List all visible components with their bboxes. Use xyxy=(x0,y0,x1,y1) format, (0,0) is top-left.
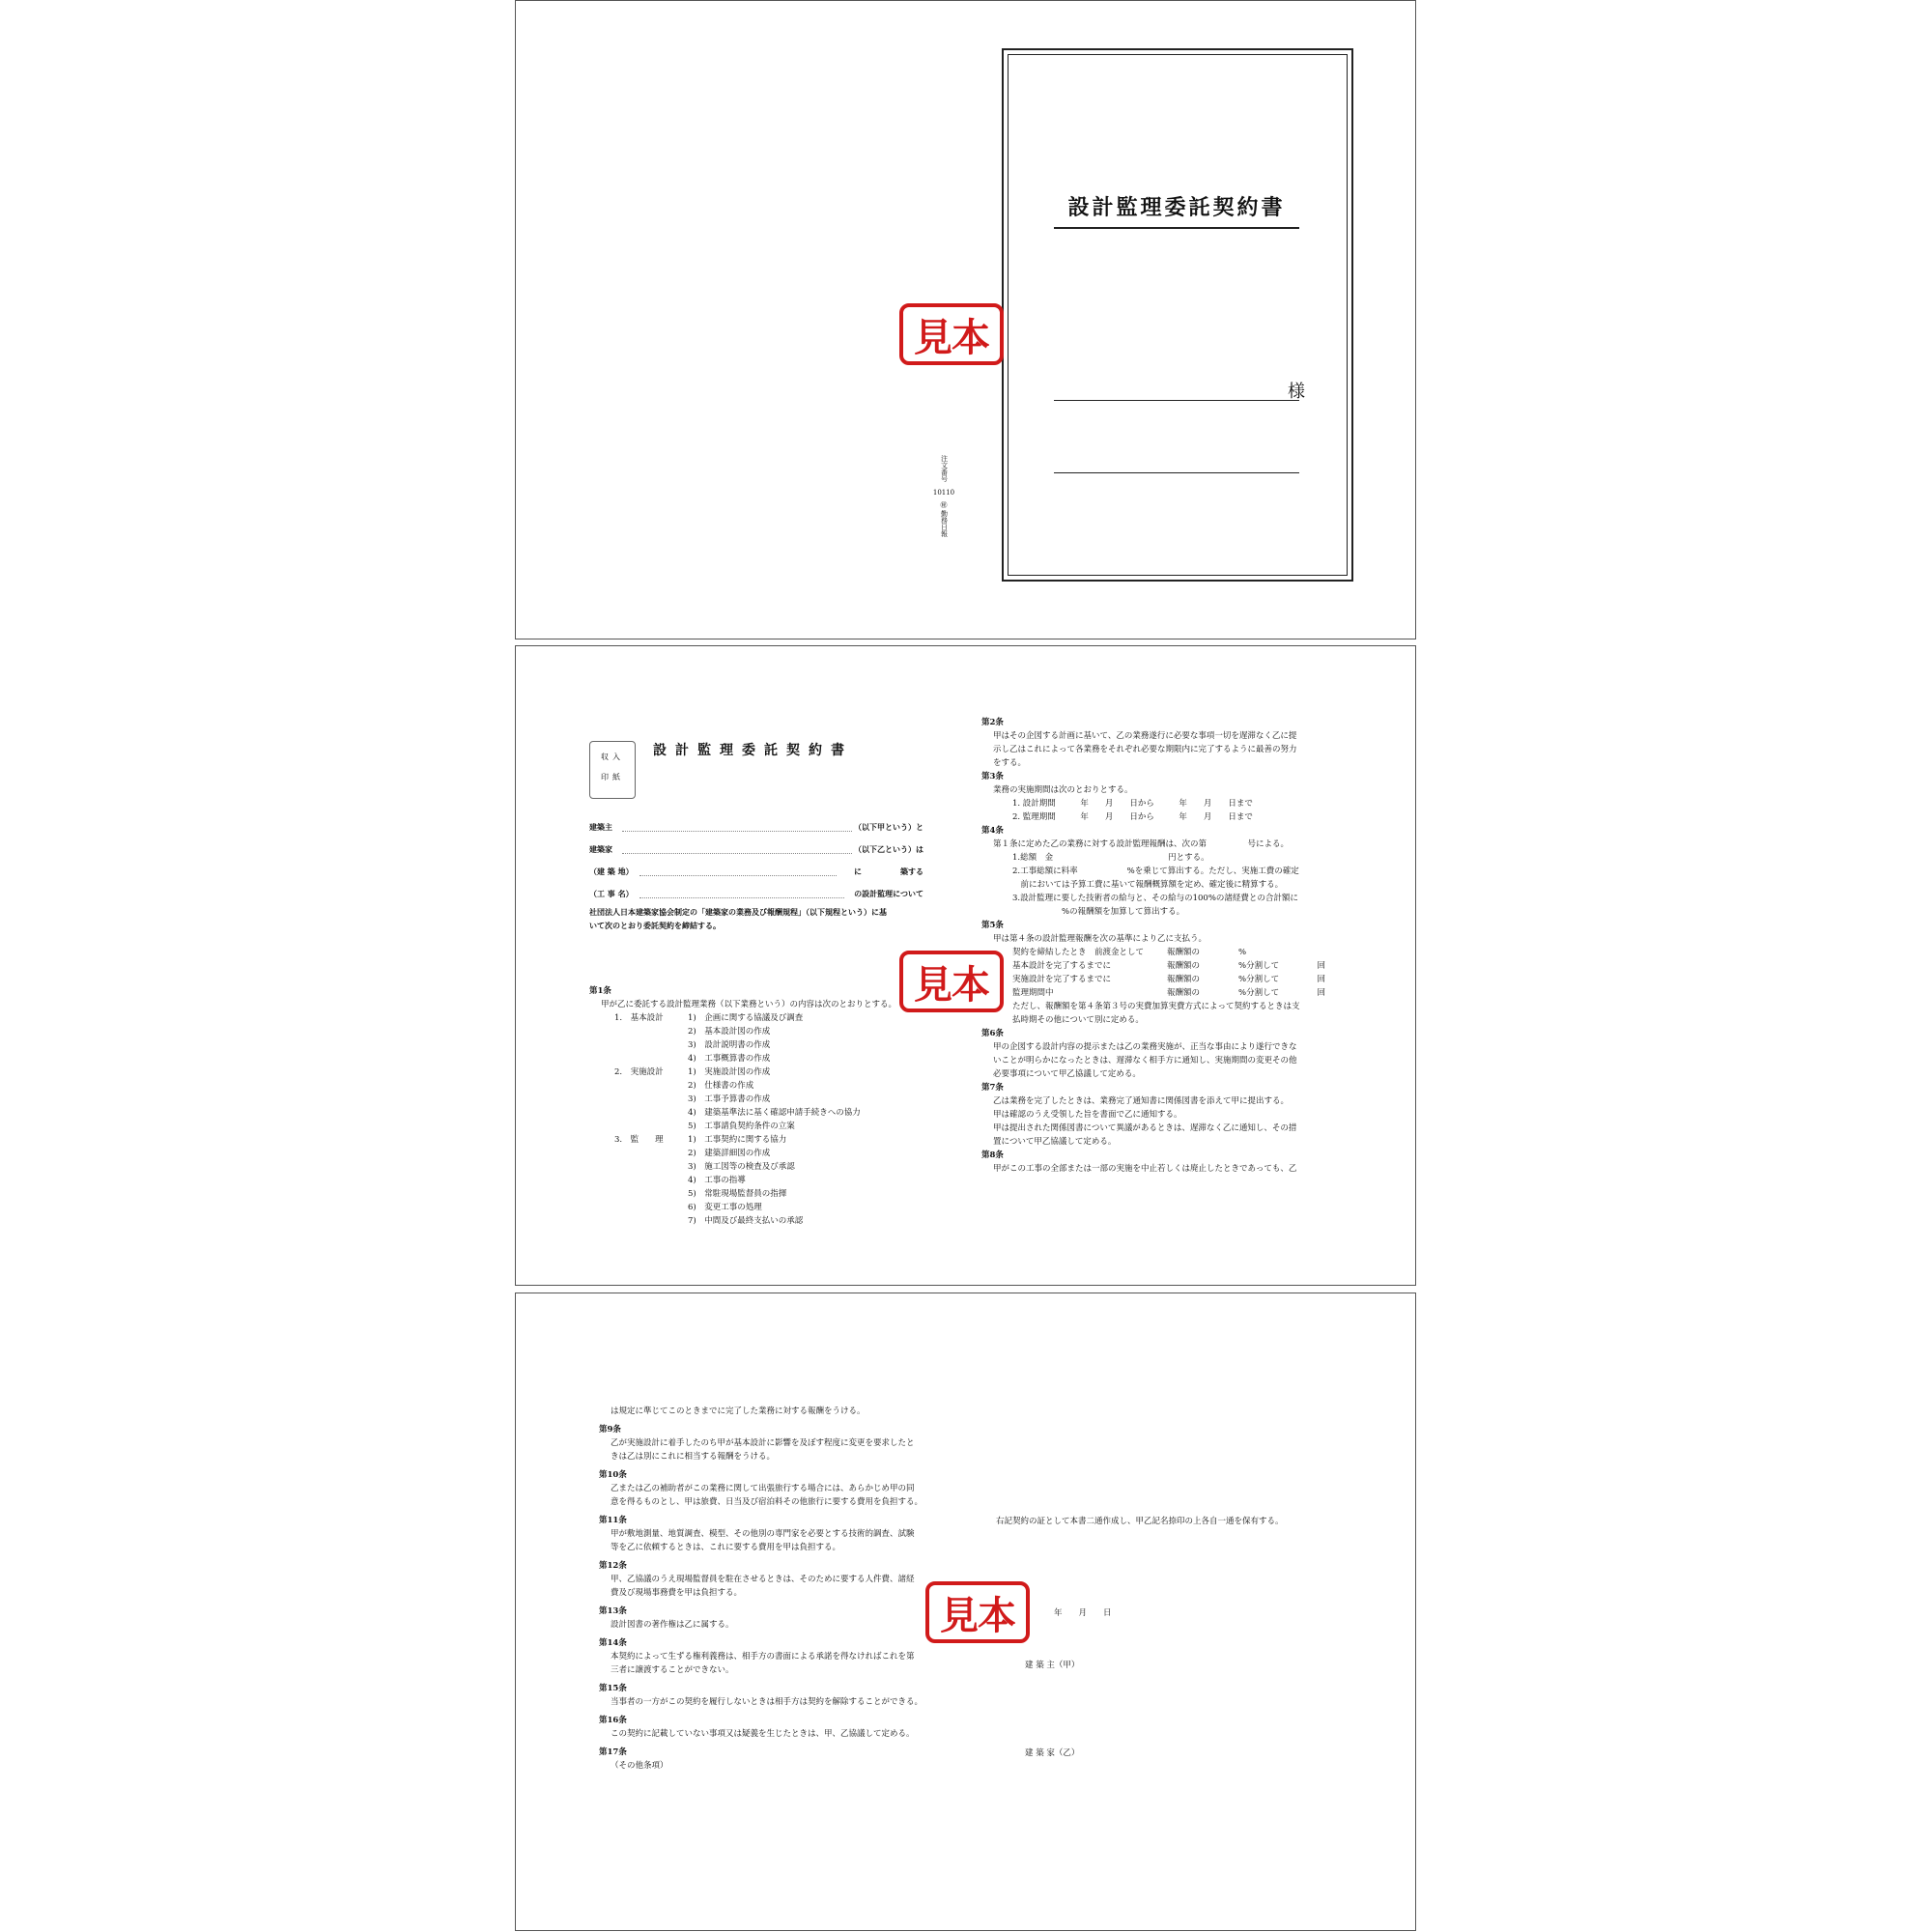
payment-cell: 回 xyxy=(1317,988,1325,998)
task-group xyxy=(589,1079,688,1093)
article-text: 置について甲乙協議して定める。 xyxy=(993,1137,1117,1147)
task-group: 2. 実施設計 xyxy=(614,1067,664,1077)
intro-line: 社団法人日本建築家協会制定の「建築家の業務及び報酬規程」（以下規程という）に基 xyxy=(589,907,887,917)
continuation-text: は規定に準じてこのときまでに完了した業務に対する報酬をうける。 xyxy=(611,1406,866,1416)
left-column xyxy=(599,1405,966,1773)
cover-frame xyxy=(1002,48,1353,582)
payment-cell: 監理期間中 xyxy=(1012,988,1054,998)
task-item: 3) 施工図等の検査及び承認 xyxy=(688,1162,795,1172)
task-group xyxy=(589,1093,688,1106)
payment-cell: 回 xyxy=(1317,975,1325,984)
contract-date: 年 月 日 xyxy=(1054,1608,1112,1618)
article-text: 費及び現場事務費を甲は負担する。 xyxy=(611,1588,743,1598)
task-group xyxy=(589,1160,688,1174)
spine-maker: 勤務日報 xyxy=(940,510,949,537)
article-heading: 第6条 xyxy=(981,1029,1004,1038)
article-text: ただし、報酬額を第４条第３号の実費加算実費方式によって契約するときは支 xyxy=(1012,1002,1300,1011)
task-group xyxy=(589,1025,688,1038)
task-group xyxy=(589,1052,688,1065)
party-project xyxy=(589,889,923,902)
article-text: 設計図書の著作権は乙に属する。 xyxy=(611,1620,734,1630)
page-contract xyxy=(515,645,1416,1286)
task-item: 3) 設計説明書の作成 xyxy=(688,1040,771,1050)
task-item: 2) 建築詳細図の作成 xyxy=(688,1149,771,1158)
name-line xyxy=(1054,400,1299,401)
article-text: 当事者の一方がこの契約を履行しないときは相手方は契約を解除することができる。 xyxy=(611,1697,923,1707)
payment-schedule xyxy=(981,946,1329,1000)
task-row xyxy=(589,1187,927,1201)
article-text: 甲は第４条の設計監理報酬を次の基準により乙に支払う。 xyxy=(993,934,1208,944)
task-item: 1) 実施設計図の作成 xyxy=(688,1067,771,1077)
payment-cell: 契約を締結したとき 前渡金として xyxy=(1012,948,1145,957)
payment-cell: 報酬額の xyxy=(1167,975,1201,984)
payment-cell: 基本設計を完了するまでに xyxy=(1012,961,1112,971)
page-cover xyxy=(515,0,1416,639)
party-label: 建築家 xyxy=(589,844,612,854)
article-heading: 第4条 xyxy=(981,826,1004,836)
party-tail: （以下乙という）は xyxy=(854,844,923,854)
article-list xyxy=(599,1423,966,1773)
article-text: 乙または乙の補助者がこの業務に関して出張旅行する場合には、あらかじめ甲の同 xyxy=(611,1484,915,1493)
sample-stamp: 見本 xyxy=(899,951,1004,1012)
article-text: きは乙は別にこれに相当する報酬をうける。 xyxy=(611,1452,776,1462)
party-label: 建築主 xyxy=(589,822,612,832)
task-row xyxy=(589,1025,927,1038)
article-heading: 第8条 xyxy=(981,1151,1004,1160)
article-heading: 第3条 xyxy=(981,772,1004,781)
article-text: （その他条項） xyxy=(611,1761,668,1771)
task-group xyxy=(589,1214,688,1228)
article-text: 甲が敷地測量、地質調査、模型、その他別の専門家を必要とする技術的調査、試験 xyxy=(611,1529,915,1539)
task-group: 3. 監 理 xyxy=(614,1135,664,1145)
payment-cell: 回 xyxy=(1317,961,1325,971)
fee-line: 2.工事総額に料率 %を乗じて算出する。ただし、実施工費の確定 xyxy=(1012,867,1299,876)
payment-row xyxy=(981,986,1329,1000)
article-text: 甲の企図する設計内容の提示または乙の業務実施が、正当な事由により遂行できな xyxy=(993,1042,1297,1052)
task-group xyxy=(589,1201,688,1214)
article-text: をする。 xyxy=(993,758,1027,768)
task-group xyxy=(589,1187,688,1201)
page-signature xyxy=(515,1293,1416,1931)
payment-row xyxy=(981,946,1329,959)
article-text: 意を得るものとし、甲は旅費、日当及び宿泊料その他旅行に要する費用を負担する。 xyxy=(611,1497,923,1507)
fee-line: %の報酬額を加算して算出する。 xyxy=(1012,907,1185,917)
article-heading: 第1条 xyxy=(589,986,611,996)
task-row xyxy=(589,1147,927,1160)
task-item: 6) 変更工事の処理 xyxy=(688,1203,762,1212)
article-text: 乙が実施設計に着手したのち甲が基本設計に影響を及ぼす程度に変更を要求したと xyxy=(611,1438,915,1448)
task-item: 5) 工事請負契約条件の立案 xyxy=(688,1122,795,1131)
payment-cell: %分割して xyxy=(1238,975,1280,984)
party-label: （建 築 地） xyxy=(589,867,634,876)
period-value: 年 月 日から 年 月 日まで xyxy=(1080,799,1253,809)
revenue-stamp-box xyxy=(589,741,636,799)
article-text: 甲、乙協議のうえ現場監督員を駐在させるときは、そのために要する人件費、諸経 xyxy=(611,1575,915,1584)
second-line xyxy=(1054,472,1299,473)
article-text: 甲はその企図する計画に基いて、乙の業務遂行に必要な事項一切を遅滞なく乙に提 xyxy=(993,731,1297,741)
task-row xyxy=(589,1079,927,1093)
task-row xyxy=(589,1201,927,1214)
party-label: （工 事 名） xyxy=(589,889,634,898)
task-row xyxy=(589,1093,927,1106)
cover-title: 設計監理委託契約書 xyxy=(1054,191,1299,229)
task-row xyxy=(589,1011,927,1025)
party-architect xyxy=(589,844,923,858)
party-tail: の設計監理について xyxy=(854,889,923,898)
spine-number: 10110 xyxy=(932,489,955,497)
task-group xyxy=(589,1120,688,1133)
task-group: 1. 基本設計 xyxy=(614,1013,664,1023)
party-site xyxy=(589,867,923,880)
article-heading: 第15条 xyxy=(599,1684,627,1693)
article-text: 本契約によって生ずる権利義務は、相手方の書面による承諾を得なければこれを第 xyxy=(611,1652,915,1662)
task-list xyxy=(589,1011,927,1228)
task-group xyxy=(589,1147,688,1160)
stamp-box-line2: 印紙 xyxy=(601,773,624,781)
task-item: 2) 仕様書の作成 xyxy=(688,1081,754,1091)
article-heading: 第13条 xyxy=(599,1606,627,1616)
article-heading: 第14条 xyxy=(599,1638,627,1648)
task-row xyxy=(589,1106,927,1120)
payment-cell: 実施設計を完了するまでに xyxy=(1012,975,1112,984)
article-heading: 第11条 xyxy=(599,1516,627,1525)
intro-text xyxy=(589,905,927,932)
payment-cell: 報酬額の xyxy=(1167,988,1201,998)
payment-row xyxy=(981,959,1329,973)
task-row xyxy=(589,1065,927,1079)
task-item: 7) 中間及び最終支払いの承認 xyxy=(688,1216,804,1226)
task-row xyxy=(589,1052,927,1065)
period-label: 1. 設計期間 xyxy=(1012,799,1056,809)
article-text: この契約に記載していない事項又は疑義を生じたときは、甲、乙協議して定める。 xyxy=(611,1729,915,1739)
party-tail: に 築する xyxy=(854,867,923,876)
task-item: 1) 企画に関する協議及び調査 xyxy=(688,1013,804,1023)
sample-stamp: 見本 xyxy=(925,1581,1030,1643)
fee-line: 前においては予算工費に基いて報酬概算額を定め、確定後に精算する。 xyxy=(1012,880,1284,890)
owner-label: 建 築 主（甲） xyxy=(1025,1661,1080,1670)
task-group xyxy=(589,1174,688,1187)
article-text: 必要事項について甲乙協議して定める。 xyxy=(993,1069,1141,1079)
task-group xyxy=(589,1106,688,1120)
right-column xyxy=(981,716,1329,1176)
article-heading: 第10条 xyxy=(599,1470,627,1480)
task-item: 4) 工事の指導 xyxy=(688,1176,746,1185)
closing-text: 右記契約の証として本書二通作成し、甲乙記名捺印の上各自一通を保有する。 xyxy=(996,1517,1284,1526)
article-1 xyxy=(589,984,927,1228)
article-text: いことが明らかになったときは、遅滞なく相手方に通知し、実施期間の変更その他 xyxy=(993,1056,1297,1065)
task-row xyxy=(589,1160,927,1174)
article-heading: 第2条 xyxy=(981,718,1004,727)
article-heading: 第5条 xyxy=(981,921,1004,930)
payment-row xyxy=(981,973,1329,986)
spine-mark: ㊙ xyxy=(940,501,948,509)
article-heading: 第7条 xyxy=(981,1083,1004,1093)
fee-line: 3.設計監理に要した技術者の給与と、その給与の100%の諸経費との合計額に xyxy=(1012,894,1298,903)
period-row xyxy=(981,810,1329,824)
article-heading: 第16条 xyxy=(599,1716,627,1725)
task-row xyxy=(589,1214,927,1228)
article-heading: 第12条 xyxy=(599,1561,627,1571)
task-item: 4) 建築基準法に基く確認申請手続きへの協力 xyxy=(688,1108,861,1118)
task-item: 4) 工事概算書の作成 xyxy=(688,1054,771,1064)
article-heading: 第17条 xyxy=(599,1747,627,1757)
task-item: 3) 工事予算書の作成 xyxy=(688,1094,771,1104)
article-text: 乙は業務を完了したときは、業務完了通知書に関係図書を添えて甲に提出する。 xyxy=(993,1096,1290,1106)
payment-cell: %分割して xyxy=(1238,988,1280,998)
article-text: 等を乙に依頼するときは、これに要する費用を甲は負担する。 xyxy=(611,1543,841,1552)
task-item: 5) 常駐現場監督員の指揮 xyxy=(688,1189,787,1199)
task-item: 1) 工事契約に関する協力 xyxy=(688,1135,787,1145)
article-text: 甲が乙に委託する設計監理業務（以下業務という）の内容は次のとおりとする。 xyxy=(601,1000,897,1009)
task-item: 2) 基本設計図の作成 xyxy=(688,1027,771,1037)
document-title: 設計監理委託契約書 xyxy=(653,743,853,758)
article-text: 甲は確認のうえ受領した旨を書面で乙に通知する。 xyxy=(993,1110,1182,1120)
task-row xyxy=(589,1133,927,1147)
party-owner xyxy=(589,822,923,836)
payment-cell: %分割して xyxy=(1238,961,1280,971)
honorific: 様 xyxy=(1288,382,1305,402)
article-text: 第１条に定めた乙の業務に対する設計監理報酬は、次の第 号による。 xyxy=(993,839,1290,849)
payment-cell: 報酬額の xyxy=(1167,961,1201,971)
task-row xyxy=(589,1120,927,1133)
architect-label: 建 築 家（乙） xyxy=(1025,1748,1080,1758)
article-text: 業務の実施期間は次のとおりとする。 xyxy=(993,785,1133,795)
period-row xyxy=(981,797,1329,810)
stamp-box-line1: 収入 xyxy=(601,753,624,761)
task-row xyxy=(589,1038,927,1052)
sample-stamp: 見本 xyxy=(899,303,1004,365)
party-tail: （以下甲という）と xyxy=(854,822,923,832)
article-text: 示し乙はこれによって各業務をそれぞれ必要な期限内に完了するように最善の努力 xyxy=(993,745,1297,754)
article-heading: 第9条 xyxy=(599,1425,621,1435)
task-group xyxy=(589,1038,688,1052)
cover-inner-frame xyxy=(1008,54,1348,576)
payment-cell: 報酬額の xyxy=(1167,948,1201,957)
payment-cell xyxy=(1306,946,1325,959)
intro-line: いて次のとおり委託契約を締結する。 xyxy=(589,921,721,930)
period-label: 2. 監理期間 xyxy=(1012,812,1056,822)
article-text: 甲は提出された関係図書について異議があるときは、遅滞なく乙に通知し、その措 xyxy=(993,1123,1297,1133)
article-text: 三者に譲渡することができない。 xyxy=(611,1665,734,1675)
payment-cell: % xyxy=(1238,948,1247,957)
spine-label xyxy=(931,455,956,540)
spine-order-label: 注文番号 xyxy=(940,455,949,482)
article-text: 払時期その他について別に定める。 xyxy=(1012,1015,1144,1025)
fee-line: 1.総額 金 円とする。 xyxy=(1012,853,1209,863)
article-text: 甲がこの工事の全部または一部の実施を中止若しくは廃止したときであっても、乙 xyxy=(993,1164,1297,1174)
task-row xyxy=(589,1174,927,1187)
period-value: 年 月 日から 年 月 日まで xyxy=(1080,812,1253,822)
